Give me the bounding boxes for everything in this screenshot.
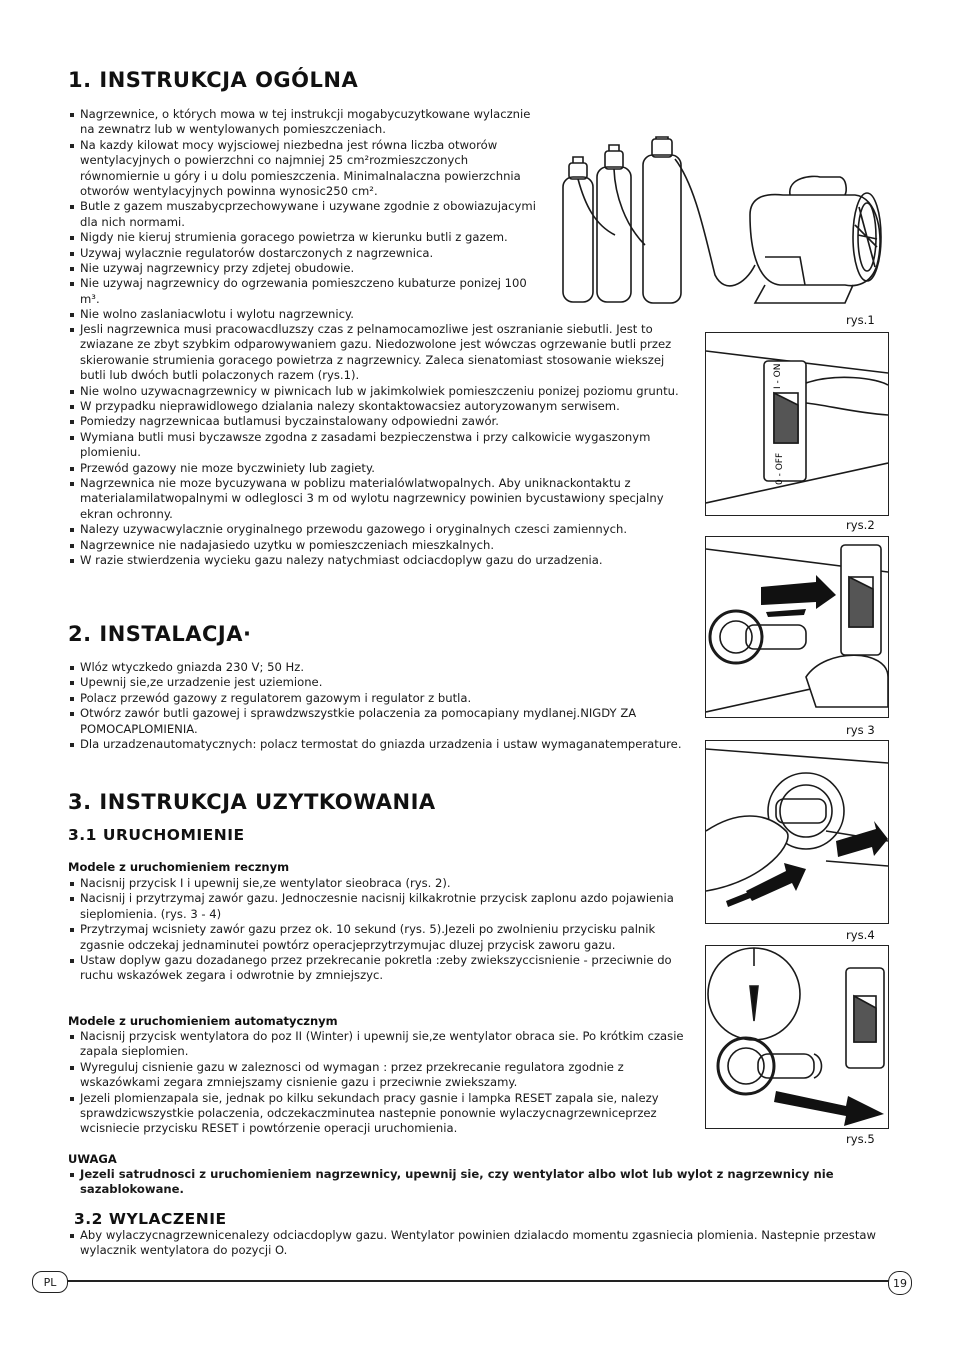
list-item: Wymiana butli musi byczawsze zgodna z zasadami bezpieczenstwa i przy calkowicie wygaszonym plomieniu. — [68, 430, 688, 461]
page-number: 19 — [888, 1271, 912, 1295]
section-3-title: 3. INSTRUKCJA UZYTKOWANIA — [68, 790, 436, 814]
list-item: Wlóz wtyczkedo gniazda 230 V; 50 Hz. — [68, 660, 693, 675]
list-item: Nacisnij i przytrzymaj zawór gazu. Jednoczesnie nacisnij kilkakrotnie przycisk zaplonu azdo pojawienia sieplomienia. (rys. 3 - 4) — [68, 891, 693, 922]
switch-off-label: 0 - OFF — [775, 452, 785, 485]
list-item: Pomiedzy nagrzewnicaa butlamusi byczainstalowany odpowiedni zawór. — [68, 414, 688, 429]
list-item: Upewnij sie,ze urzadzenie jest uziemione. — [68, 675, 693, 690]
list-item: Jesli nagrzewnica musi pracowacdluzszy czas z pelnamocamozliwe jest oszranianie siebutli. Jest to zwiazane ze zbyt szybkim odparowywaniem gazu. Niedozwolone jest wówczas ogrzewanie butli przez skierowanie strumienia goracego powietrza z nagrzewnicy. Zaleca sienatomiast stosowanie wiekszej butli lub dwóch butli polaczonych razem (rys.1). — [68, 322, 688, 384]
footer-rule — [62, 1280, 892, 1282]
list-item: W razie stwierdzenia wycieku gazu nalezy natychmiast odciacdoplyw gazu do urzadzenia. — [68, 553, 688, 568]
list-item: Nie wolno uzywacnagrzewnicy w piwnicach lub w jakimkolwiek pomieszczeniu ponizej poziomu gruntu. — [68, 384, 688, 399]
figure-2-switch — [705, 332, 889, 516]
list-item: Nagrzewnica nie moze bycuzywana w poblizu materialówlatwopalnych. Aby uniknackontaktu z materialamilatwopalnymi w odleglosci 3 m od wylotu nagrzewnicy powinien bycustawiony specjalny ekran ochronny. — [68, 476, 688, 522]
language-badge: PL — [32, 1271, 68, 1293]
section-2-title: 2. INSTALACJA· — [68, 622, 252, 646]
list-item: Polacz przewód gazowy z regulatorem gazowym i regulator z butla. — [68, 691, 693, 706]
list-item: Nacisnij przycisk wentylatora do poz II (Winter) i upewnij sie,ze wentylator obraca sie. Po krótkim czasie zapala sieplomien. — [68, 1029, 693, 1060]
list-item: Wyreguluj cisnienie gazu w zaleznosci od wymagan : przez przekrecanie regulatora zgodnie z wskazówkami zegara zmniejszamy cisnienie gazu i przeciwnie zwiekszamy. — [68, 1060, 693, 1091]
list-item: Nagrzewnice, o których mowa w tej instrukcji mogabycuzytkowane wylacznie na zewnatrz lub w wentylowanych pomieszczeniach. — [68, 107, 538, 138]
list-item: Nie uzywaj nagrzewnicy do ogrzewania pomieszczeno kubaturze ponizej 100 m³. — [68, 276, 538, 307]
list-item: Nalezy uzywacwylacznie oryginalnego przewodu gazowego i oryginalnych czesci zamiennych. — [68, 522, 688, 537]
subsection-3-1-title: 3.1 URUCHOMIENIE — [68, 826, 245, 844]
shutdown-list — [68, 1228, 883, 1259]
figure-5-caption: rys.5 — [846, 1132, 875, 1146]
list-item: Dla urzadzenautomatycznych: polacz termostat do gniazda urzadzenia i ustaw wymaganatemperature. — [68, 737, 693, 752]
list-item: Nagrzewnice nie nadajasiedo uzytku w pomieszczeniach mieszkalnych. — [68, 538, 688, 553]
list-item: Nacisnij przycisk I i upewnij sie,ze wentylator sieobraca (rys. 2). — [68, 876, 693, 891]
section-1-title: 1. INSTRUKCJA OGÓLNA — [68, 68, 359, 92]
warning-heading: UWAGA — [68, 1152, 117, 1166]
list-item: Otwórz zawór butli gazowej i sprawdzwszystkie polaczenia za pomocapiany mydlanej.NIGDY ZA POMOCAPLOMIENIA. — [68, 706, 693, 737]
figure-4-valve-press — [705, 740, 889, 924]
list-item: Aby wylaczycnagrzewnicenalezy odciacdoplyw gazu. Wentylator powinien dzialacdo momentu zgasniecia plomienia. Nastepnie przestaw wylacznik wentylatora do pozycji O. — [68, 1228, 883, 1259]
figure-4-caption: rys.4 — [846, 928, 875, 942]
list-item: Nigdy nie kieruj strumienia goracego powietrza w kierunku butli z gazem. — [68, 230, 538, 245]
list-item: Nie wolno zaslaniacwlotu i wylotu nagrzewnicy. — [68, 307, 538, 322]
auto-start-list — [68, 1029, 693, 1137]
list-item: Ustaw doplyw gazu dozadanego przez przekrecanie pokretla :zeby zwiekszyccisnienie - przeciwnie do ruchu wskazówek zegara i odwrotnie by zmniejszyc. — [68, 953, 693, 984]
general-instructions-list-bottom — [68, 322, 688, 569]
list-item: Jezeli plomienzapala sie, jednak po kilku sekundach pracy gasnie i lampka RESET zapala sie, nalezy sprawdzicwszystkie polaczenia, odczekaczminutea nastepnie ponownie wylaczycnagrzewniceprzez wcisniecie przycisku RESET i powtórzenie operacji uruchomienia. — [68, 1091, 693, 1137]
list-item: Nie uzywaj nagrzewnicy przy zdjetej obudowie. — [68, 261, 538, 276]
figure-1-cylinders-heater — [555, 135, 890, 315]
manual-start-list — [68, 876, 693, 984]
figure-2-caption: rys.2 — [846, 518, 875, 532]
auto-models-heading: Modele z uruchomieniem automatycznym — [68, 1014, 338, 1028]
figure-3-ignition — [705, 536, 889, 718]
warning-list — [68, 1167, 878, 1198]
list-item: Przewód gazowy nie moze byczwiniety lub zagiety. — [68, 461, 688, 476]
list-item: Butle z gazem muszabycprzechowywane i uzywane zgodnie z obowiazujacymi dla nich normami. — [68, 199, 538, 230]
installation-list — [68, 660, 693, 752]
list-item: W przypadku nieprawidlowego dzialania nalezy skontaktowacsiez autoryzowanym serwisem. — [68, 399, 688, 414]
warning-item: Jezeli satrudnosci z uruchomieniem nagrzewnicy, upewnij sie, czy wentylator albo wlot lub wylot z nagrzewnicy nie sazablokowane. — [68, 1167, 878, 1198]
manual-models-heading: Modele z uruchomieniem recznym — [68, 860, 290, 874]
figure-3-caption: rys 3 — [846, 723, 875, 737]
general-instructions-list-top — [68, 107, 538, 323]
switch-on-label: I - ON — [773, 363, 783, 389]
list-item: Przytrzymaj wcisniety zawór gazu przez ok. 10 sekund (rys. 5).Jezeli po zwolnieniu przycisku palnik zgasnie odczekaj jednaminutei powtórz operacjeprzytrzymujac dluzej przycisk zaworu gazu. — [68, 922, 693, 953]
subsection-3-2-title: 3.2 WYLACZENIE — [74, 1210, 227, 1228]
figure-1-caption: rys.1 — [846, 313, 875, 327]
list-item: Uzywaj wylacznie regulatorów dostarczonych z nagrzewnica. — [68, 246, 538, 261]
figure-5-gas-valve-hold — [705, 945, 889, 1129]
list-item: Na kazdy kilowat mocy wyjsciowej niezbedna jest równa liczba otworów wentylacyjnych o powierzchni co najmniej 25 cm²rozmieszczonych równomiernie u góry i u dolu pomieszczenia. Minimalnalaczna powierzchnia otworów wentylacyjnych powinna wynosic250 cm². — [68, 138, 538, 200]
